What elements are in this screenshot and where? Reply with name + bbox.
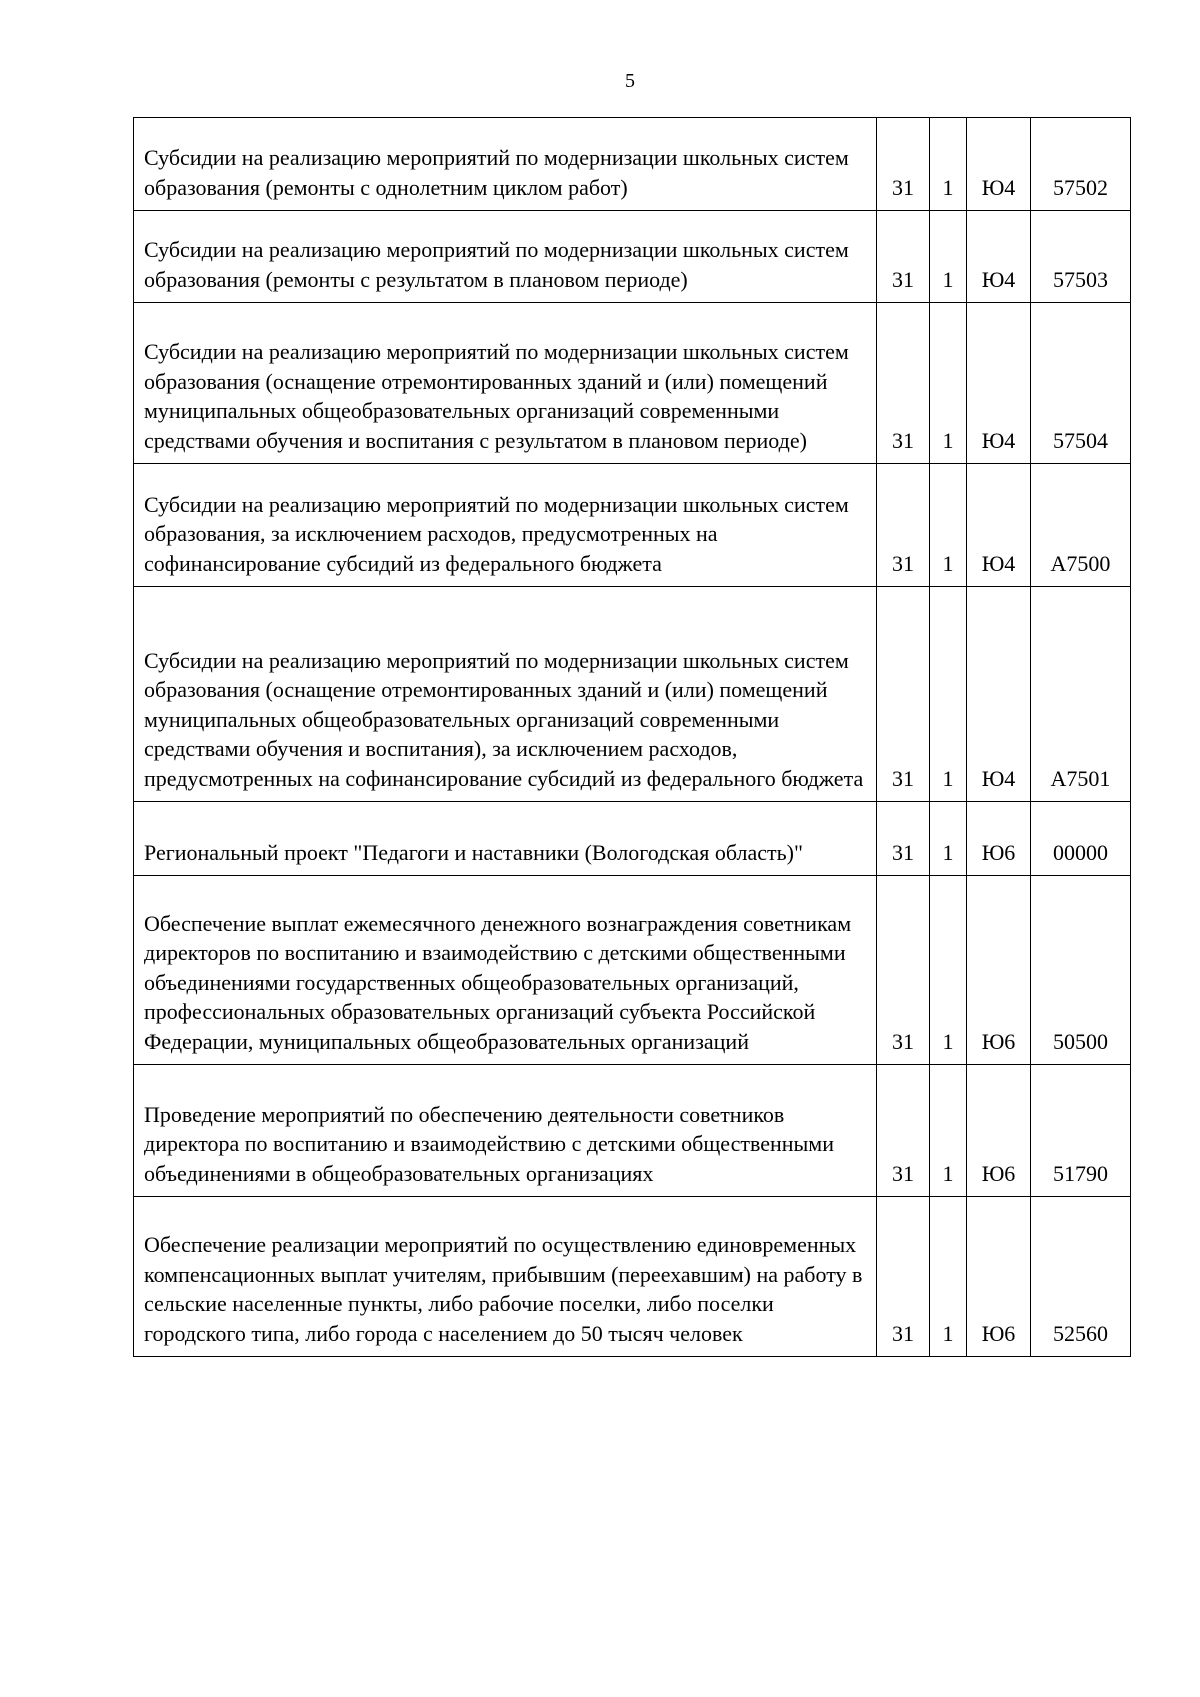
code-cell: A7500: [1031, 464, 1131, 587]
code-cell: 31: [877, 587, 930, 802]
code-cell: Ю4: [967, 118, 1031, 211]
row-description: Субсидии на реализацию мероприятий по модернизации школьных систем образования, за исключением расходов, предусмотренных на софинансирование субсидий из федерального бюджета: [134, 464, 877, 587]
code-cell: Ю6: [967, 1197, 1031, 1357]
row-description: Обеспечение выплат ежемесячного денежного вознаграждения советникам директоров по воспитанию и взаимодействию с детскими общественными объединениями государственных общеобразовательных организаций, профессиональных образовательных организаций субъекта Российской Федерации, муниципальных общеобразовательных организаций: [134, 876, 877, 1065]
budget-codes-table: [133, 117, 1131, 1357]
page-number: 5: [625, 70, 635, 92]
code-cell: Ю4: [967, 587, 1031, 802]
code-cell: Ю6: [967, 876, 1031, 1065]
table-row: [134, 464, 1131, 587]
table-row: [134, 118, 1131, 211]
table-row: [134, 303, 1131, 464]
code-cell: 57502: [1031, 118, 1131, 211]
code-cell: 1: [930, 1065, 967, 1197]
code-cell: 1: [930, 1197, 967, 1357]
row-description: Региональный проект "Педагоги и наставники (Вологодская область)": [134, 802, 877, 876]
code-cell: 51790: [1031, 1065, 1131, 1197]
code-cell: 57503: [1031, 211, 1131, 303]
code-cell: 52560: [1031, 1197, 1131, 1357]
code-cell: Ю6: [967, 1065, 1031, 1197]
code-cell: 1: [930, 118, 967, 211]
code-cell: 1: [930, 303, 967, 464]
code-cell: 1: [930, 211, 967, 303]
code-cell: 31: [877, 876, 930, 1065]
code-cell: 31: [877, 118, 930, 211]
table-row: [134, 211, 1131, 303]
code-cell: 1: [930, 587, 967, 802]
code-cell: 50500: [1031, 876, 1131, 1065]
code-cell: Ю4: [967, 303, 1031, 464]
table-row: [134, 876, 1131, 1065]
table-row: [134, 802, 1131, 876]
table-row: [134, 1197, 1131, 1357]
row-description: Обеспечение реализации мероприятий по осуществлению единовременных компенсационных выплат учителям, прибывшим (переехавшим) на работу в сельские населенные пункты, либо рабочие поселки, либо поселки городского типа, либо города с населением до 50 тысяч человек: [134, 1197, 877, 1357]
code-cell: 31: [877, 211, 930, 303]
row-description: Субсидии на реализацию мероприятий по модернизации школьных систем образования (ремонты с результатом в плановом периоде): [134, 211, 877, 303]
row-description: Субсидии на реализацию мероприятий по модернизации школьных систем образования (ремонты с однолетним циклом работ): [134, 118, 877, 211]
row-description: Проведение мероприятий по обеспечению деятельности советников директора по воспитанию и взаимодействию с детскими общественными объединениями в общеобразовательных организациях: [134, 1065, 877, 1197]
code-cell: Ю4: [967, 464, 1031, 587]
code-cell: 31: [877, 1065, 930, 1197]
code-cell: 1: [930, 876, 967, 1065]
code-cell: Ю6: [967, 802, 1031, 876]
table-row: [134, 587, 1131, 802]
row-description: Субсидии на реализацию мероприятий по модернизации школьных систем образования (оснащение отремонтированных зданий и (или) помещений муниципальных общеобразовательных организаций современными средствами обучения и воспитания с результатом в плановом периоде): [134, 303, 877, 464]
code-cell: 31: [877, 464, 930, 587]
code-cell: A7501: [1031, 587, 1131, 802]
row-description: Субсидии на реализацию мероприятий по модернизации школьных систем образования (оснащение отремонтированных зданий и (или) помещений муниципальных общеобразовательных организаций современными средствами обучения и воспитания), за исключением расходов, предусмотренных на софинансирование субсидий из федерального бюджета: [134, 587, 877, 802]
code-cell: 00000: [1031, 802, 1131, 876]
table-row: [134, 1065, 1131, 1197]
code-cell: 31: [877, 303, 930, 464]
code-cell: 1: [930, 464, 967, 587]
code-cell: 1: [930, 802, 967, 876]
code-cell: 57504: [1031, 303, 1131, 464]
code-cell: 31: [877, 802, 930, 876]
code-cell: 31: [877, 1197, 930, 1357]
code-cell: Ю4: [967, 211, 1031, 303]
